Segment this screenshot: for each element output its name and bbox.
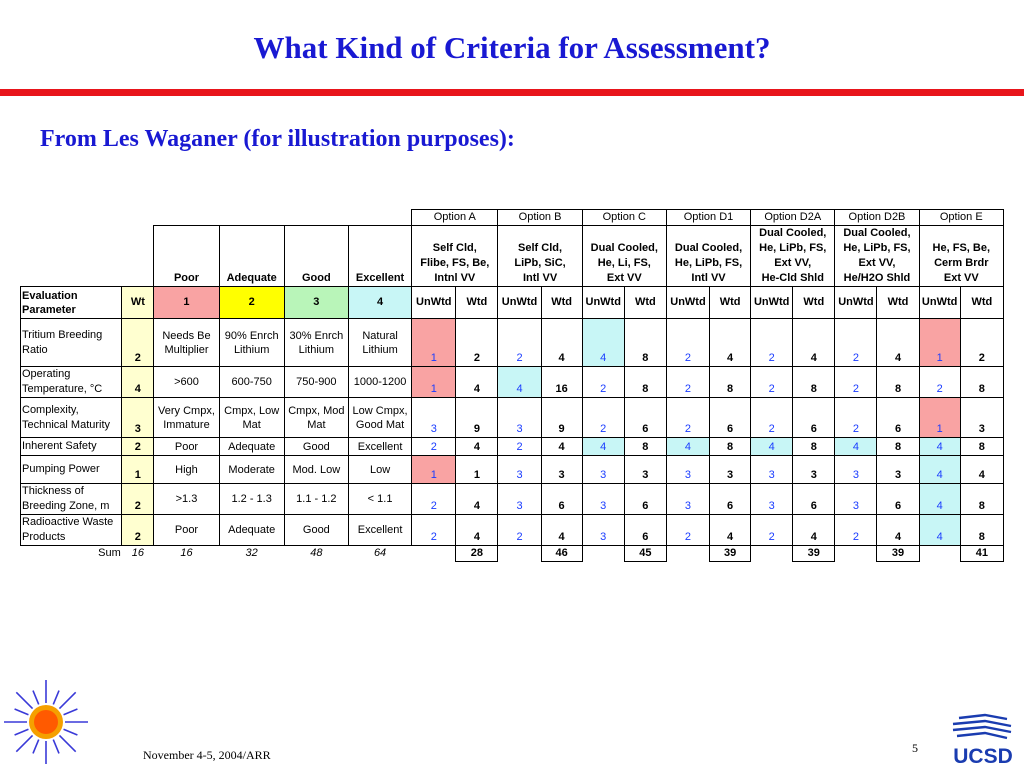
scale-label-text: Good xyxy=(302,272,331,284)
scale-criterion: 90% Enrch Lithium xyxy=(219,319,284,367)
weighted-score: 6 xyxy=(624,484,666,515)
option-description-line: Dual Cooled, xyxy=(759,227,827,239)
sum-scale-value: 32 xyxy=(245,547,258,560)
unweighted-score: 2 xyxy=(666,367,709,398)
unweighted-header: UnWtd xyxy=(666,287,709,319)
sun-ray xyxy=(16,735,32,751)
weighted-score: 8 xyxy=(877,367,919,398)
title-divider xyxy=(0,89,1024,96)
sum-scale-value: 64 xyxy=(373,547,387,560)
unweighted-score: 1 xyxy=(412,456,456,484)
scale-criterion: 750-900 xyxy=(284,367,348,398)
weighted-score: 6 xyxy=(710,484,751,515)
weighted-score: 9 xyxy=(456,398,498,438)
parameter-name: Complexity, Technical Maturity xyxy=(21,398,122,438)
unweighted-score: 3 xyxy=(666,456,709,484)
option-name: Option E xyxy=(919,210,1003,226)
parameter-name: Inherent Safety xyxy=(21,438,122,456)
option-description xyxy=(666,226,750,287)
empty-cell xyxy=(666,546,709,562)
option-name: Option D2A xyxy=(751,210,835,226)
weighted-score: 8 xyxy=(710,438,751,456)
empty-cell xyxy=(412,546,456,562)
weighted-score: 4 xyxy=(877,515,919,546)
unweighted-score: 4 xyxy=(666,438,709,456)
unweighted-score: 4 xyxy=(919,515,960,546)
criteria-table xyxy=(20,209,1004,562)
sum-scale-value: 16 xyxy=(180,547,193,560)
unweighted-score: 3 xyxy=(751,456,793,484)
option-description-line: Ext VV, xyxy=(774,257,812,269)
weight-value: 1 xyxy=(122,456,154,484)
weighted-score: 3 xyxy=(541,456,582,484)
option-description-line: Intl VV xyxy=(691,272,726,284)
weight-value: 3 xyxy=(122,398,154,438)
scale-value: 4 xyxy=(348,287,411,319)
option-description-line: He, Li, FS, xyxy=(597,257,651,269)
sun-ray xyxy=(15,709,29,715)
unweighted-score: 3 xyxy=(835,456,877,484)
slide-subtitle: From Les Waganer (for illustration purposes): xyxy=(40,126,515,152)
scale-criterion: Needs Be Multiplier xyxy=(154,319,219,367)
unweighted-score: 2 xyxy=(751,515,793,546)
weighted-header: Wtd xyxy=(541,287,582,319)
weighted-score: 6 xyxy=(541,484,582,515)
ucsd-logo-icon xyxy=(945,712,1021,768)
weighted-score: 3 xyxy=(710,456,751,484)
weighted-score: 16 xyxy=(541,367,582,398)
weighted-score: 6 xyxy=(793,398,835,438)
scale-label xyxy=(219,226,284,287)
scale-criterion: Cmpx, Low Mat xyxy=(219,398,284,438)
unweighted-score: 3 xyxy=(412,398,456,438)
weighted-header: Wtd xyxy=(793,287,835,319)
option-description-line: Ext VV, xyxy=(858,257,896,269)
unweighted-header: UnWtd xyxy=(412,287,456,319)
unweighted-score: 4 xyxy=(751,438,793,456)
sun-ray xyxy=(59,735,75,751)
unweighted-score: 2 xyxy=(751,319,793,367)
table-row xyxy=(21,367,1004,398)
scale-criterion: Moderate xyxy=(219,456,284,484)
table-row xyxy=(21,226,1004,287)
scale-criterion: 30% Enrch Lithium xyxy=(284,319,348,367)
scale-label xyxy=(348,226,411,287)
parameter-name: Operating Temperature, °C xyxy=(21,367,122,398)
unweighted-score: 1 xyxy=(412,319,456,367)
unweighted-score: 2 xyxy=(582,398,624,438)
sun-ray xyxy=(33,740,39,754)
weighted-score: 6 xyxy=(793,484,835,515)
unweighted-score: 2 xyxy=(666,398,709,438)
sum-label: Sum xyxy=(98,547,121,560)
scale-criterion: 600-750 xyxy=(219,367,284,398)
option-description xyxy=(835,226,919,287)
option-name: Option C xyxy=(582,210,666,226)
option-description xyxy=(412,226,498,287)
unweighted-score: 2 xyxy=(412,484,456,515)
slide-title: What Kind of Criteria for Assessment? xyxy=(253,30,771,65)
weighted-score: 8 xyxy=(624,438,666,456)
unweighted-score: 1 xyxy=(919,319,960,367)
parameter-name: Pumping Power xyxy=(21,456,122,484)
sum-total: 46 xyxy=(541,546,582,562)
option-description xyxy=(582,226,666,287)
option-description-line: Ext VV xyxy=(943,272,979,284)
sum-total: 41 xyxy=(960,546,1003,562)
option-description-line: Cerm Brdr xyxy=(934,257,989,269)
scale-criterion: Adequate xyxy=(219,515,284,546)
footer-date: November 4-5, 2004/ARR xyxy=(143,748,271,762)
option-description-line: He/H2O Shld xyxy=(843,272,911,284)
sun-ray xyxy=(33,691,39,705)
weighted-score: 6 xyxy=(624,398,666,438)
option-description-line: Dual Cooled, xyxy=(674,242,743,254)
unweighted-header: UnWtd xyxy=(582,287,624,319)
scale-label-text: Poor xyxy=(173,272,200,284)
unweighted-header: UnWtd xyxy=(751,287,793,319)
table-row xyxy=(21,210,1004,226)
unweighted-score: 2 xyxy=(498,515,541,546)
sum-total: 39 xyxy=(793,546,835,562)
unweighted-score: 4 xyxy=(498,367,541,398)
unweighted-score: 2 xyxy=(666,319,709,367)
weighted-score: 6 xyxy=(624,515,666,546)
weighted-header: Wtd xyxy=(624,287,666,319)
unweighted-score: 4 xyxy=(582,319,624,367)
weight-value: 2 xyxy=(122,515,154,546)
unweighted-score: 2 xyxy=(751,367,793,398)
weight-value: 2 xyxy=(122,319,154,367)
weighted-header: Wtd xyxy=(877,287,919,319)
weighted-score: 8 xyxy=(710,367,751,398)
unweighted-score: 2 xyxy=(835,319,877,367)
option-description xyxy=(919,226,1003,287)
table-row xyxy=(21,456,1004,484)
scale-criterion: Poor xyxy=(154,438,219,456)
scale-value: 3 xyxy=(284,287,348,319)
scale-criterion: 1000-1200 xyxy=(348,367,411,398)
empty-cell xyxy=(21,210,412,226)
weighted-score: 3 xyxy=(960,398,1003,438)
weighted-score: 3 xyxy=(877,456,919,484)
unweighted-score: 4 xyxy=(919,484,960,515)
weighted-score: 8 xyxy=(793,438,835,456)
weighted-header: Wtd xyxy=(960,287,1003,319)
weighted-score: 4 xyxy=(456,438,498,456)
unweighted-score: 2 xyxy=(412,515,456,546)
scale-criterion: Poor xyxy=(154,515,219,546)
sum-scale-value: 48 xyxy=(310,547,323,560)
unweighted-header: UnWtd xyxy=(835,287,877,319)
unweighted-score: 2 xyxy=(835,398,877,438)
unweighted-score: 3 xyxy=(582,484,624,515)
option-name: Option D1 xyxy=(666,210,750,226)
sun-ray xyxy=(64,709,78,715)
unweighted-score: 3 xyxy=(751,484,793,515)
weighted-score: 3 xyxy=(793,456,835,484)
scale-label xyxy=(154,226,219,287)
unweighted-score: 3 xyxy=(666,484,709,515)
table-row xyxy=(21,546,1004,562)
scale-criterion: >600 xyxy=(154,367,219,398)
scale-criterion: High xyxy=(154,456,219,484)
weighted-score: 4 xyxy=(793,515,835,546)
unweighted-score: 2 xyxy=(835,515,877,546)
option-description-line: Intl VV xyxy=(522,272,558,284)
empty-cell xyxy=(835,546,877,562)
option-description-line: Self Cld, xyxy=(432,242,477,254)
empty-cell xyxy=(498,546,541,562)
sun-logo-icon xyxy=(2,678,94,770)
unweighted-score: 2 xyxy=(666,515,709,546)
page-number: 5 xyxy=(912,741,918,755)
sun-ray xyxy=(16,692,32,708)
empty-cell xyxy=(751,546,793,562)
weighted-score: 8 xyxy=(624,367,666,398)
weighted-score: 4 xyxy=(710,319,751,367)
weighted-score: 8 xyxy=(877,438,919,456)
option-name: Option B xyxy=(498,210,582,226)
empty-cell xyxy=(21,226,154,287)
option-description-line: Intnl VV xyxy=(434,272,476,284)
weight-value: 2 xyxy=(122,438,154,456)
scale-value: 1 xyxy=(154,287,219,319)
parameter-name: Tritium Breeding Ratio xyxy=(21,319,122,367)
unweighted-score: 4 xyxy=(582,438,624,456)
sun-ray xyxy=(53,691,59,705)
weighted-score: 1 xyxy=(456,456,498,484)
sum-total: 28 xyxy=(456,546,498,562)
parameter-name: Thickness of Breeding Zone, m xyxy=(21,484,122,515)
sun-ray xyxy=(53,740,59,754)
weighted-score: 8 xyxy=(960,484,1003,515)
eval-param-header: Evaluation Parameter xyxy=(21,287,122,319)
unweighted-header: UnWtd xyxy=(498,287,541,319)
scale-label xyxy=(284,226,348,287)
weighted-header: Wtd xyxy=(456,287,498,319)
weighted-score: 6 xyxy=(877,484,919,515)
weighted-score: 4 xyxy=(456,484,498,515)
ucsd-logo-text: UCSD xyxy=(953,745,1013,768)
scale-criterion: Mod. Low xyxy=(284,456,348,484)
weight-value: 2 xyxy=(122,484,154,515)
scale-criterion: 1.1 - 1.2 xyxy=(284,484,348,515)
option-description-line: He, FS, Be, xyxy=(932,242,991,254)
parameter-name: Radioactive Waste Products xyxy=(21,515,122,546)
option-description-line: He, LiPb, FS, xyxy=(843,242,911,254)
scale-criterion: Cmpx, Mod Mat xyxy=(284,398,348,438)
unweighted-score: 2 xyxy=(919,367,960,398)
weighted-header: Wtd xyxy=(710,287,751,319)
weighted-score: 8 xyxy=(793,367,835,398)
table-row xyxy=(21,287,1004,319)
weighted-score: 4 xyxy=(877,319,919,367)
scale-value: 2 xyxy=(219,287,284,319)
weighted-score: 4 xyxy=(960,456,1003,484)
table-row xyxy=(21,515,1004,546)
unweighted-header: UnWtd xyxy=(919,287,960,319)
unweighted-score: 4 xyxy=(835,438,877,456)
table-row xyxy=(21,319,1004,367)
unweighted-score: 4 xyxy=(919,438,960,456)
weighted-score: 3 xyxy=(624,456,666,484)
unweighted-score: 2 xyxy=(751,398,793,438)
option-description-line: He, LiPb, FS, xyxy=(759,242,827,254)
option-description-line: Flibe, FS, Be, xyxy=(420,257,490,269)
sum-total: 39 xyxy=(877,546,919,562)
table-row xyxy=(21,438,1004,456)
weighted-score: 6 xyxy=(877,398,919,438)
scale-label-text: Adequate xyxy=(226,272,277,284)
sun-ray xyxy=(59,692,75,708)
scale-criterion: Low Cmpx, Good Mat xyxy=(348,398,411,438)
unweighted-score: 2 xyxy=(582,367,624,398)
weighted-score: 4 xyxy=(541,319,582,367)
scale-criterion: Good xyxy=(284,438,348,456)
empty-cell xyxy=(582,546,624,562)
table-row xyxy=(21,398,1004,438)
weighted-score: 4 xyxy=(456,515,498,546)
option-description-line: Dual Cooled, xyxy=(843,227,911,239)
weighted-score: 4 xyxy=(793,319,835,367)
unweighted-score: 3 xyxy=(498,456,541,484)
scale-label-text: Excellent xyxy=(355,272,405,284)
option-description-line: Ext VV xyxy=(606,272,642,284)
unweighted-score: 4 xyxy=(919,456,960,484)
scale-criterion: Excellent xyxy=(348,438,411,456)
scale-criterion: Good xyxy=(284,515,348,546)
option-name: Option A xyxy=(412,210,498,226)
sun-ray xyxy=(15,729,29,735)
weighted-score: 8 xyxy=(960,367,1003,398)
weighted-score: 4 xyxy=(710,515,751,546)
option-description-line: Dual Cooled, xyxy=(590,242,658,254)
unweighted-score: 2 xyxy=(835,367,877,398)
scale-criterion: 1.2 - 1.3 xyxy=(219,484,284,515)
sum-total: 39 xyxy=(710,546,751,562)
weight-header: Wt xyxy=(122,287,154,319)
weighted-score: 9 xyxy=(541,398,582,438)
unweighted-score: 2 xyxy=(412,438,456,456)
weighted-score: 6 xyxy=(710,398,751,438)
unweighted-score: 3 xyxy=(498,484,541,515)
weighted-score: 4 xyxy=(456,367,498,398)
weighted-score: 4 xyxy=(541,438,582,456)
option-name: Option D2B xyxy=(835,210,919,226)
unweighted-score: 1 xyxy=(919,398,960,438)
option-description-line: LiPb, SiC, xyxy=(514,257,566,269)
weighted-score: 2 xyxy=(960,319,1003,367)
table-row xyxy=(21,484,1004,515)
scale-criterion: < 1.1 xyxy=(348,484,411,515)
option-description xyxy=(498,226,582,287)
option-description-line: Self Cld, xyxy=(518,242,563,254)
scale-criterion: Excellent xyxy=(348,515,411,546)
scale-criterion: Low xyxy=(348,456,411,484)
unweighted-score: 3 xyxy=(582,456,624,484)
weighted-score: 2 xyxy=(456,319,498,367)
sum-weight: 16 xyxy=(131,547,144,560)
sum-total: 45 xyxy=(624,546,666,562)
weighted-score: 8 xyxy=(960,515,1003,546)
option-description xyxy=(751,226,835,287)
scale-criterion: >1.3 xyxy=(154,484,219,515)
empty-cell xyxy=(919,546,960,562)
scale-criterion: Very Cmpx, Immature xyxy=(154,398,219,438)
unweighted-score: 3 xyxy=(582,515,624,546)
weighted-score: 8 xyxy=(624,319,666,367)
option-description-line: He-Cld Shld xyxy=(761,272,824,284)
unweighted-score: 2 xyxy=(498,438,541,456)
unweighted-score: 3 xyxy=(835,484,877,515)
weighted-score: 8 xyxy=(960,438,1003,456)
weighted-score: 4 xyxy=(541,515,582,546)
unweighted-score: 2 xyxy=(498,319,541,367)
sun-ray xyxy=(64,729,78,735)
scale-criterion: Natural Lithium xyxy=(348,319,411,367)
option-description-line: He, LiPb, FS, xyxy=(674,257,743,269)
scale-criterion: Adequate xyxy=(219,438,284,456)
unweighted-score: 1 xyxy=(412,367,456,398)
unweighted-score: 3 xyxy=(498,398,541,438)
weight-value: 4 xyxy=(122,367,154,398)
